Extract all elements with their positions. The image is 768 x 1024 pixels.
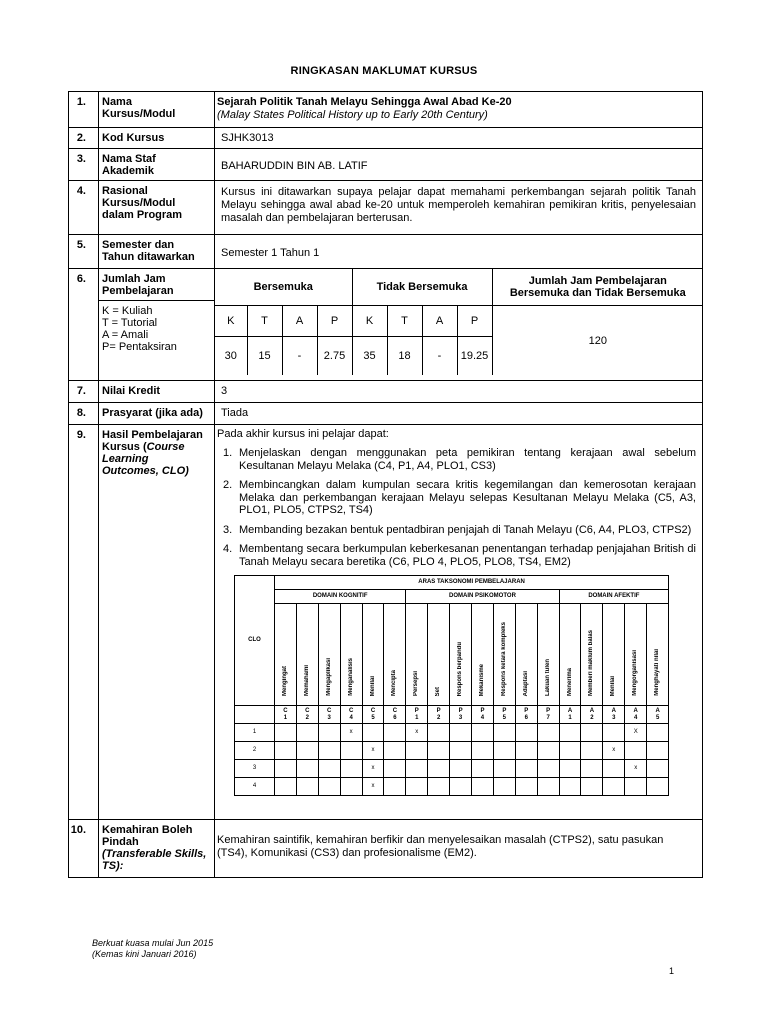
hours-legend: K = Kuliah T = Tutorial A = Amali P= Pentaksiran xyxy=(102,305,177,353)
taxonomy-mark xyxy=(559,724,581,742)
head-tidak-bersemuka: Tidak Bersemuka xyxy=(352,269,492,306)
taxonomy-mark xyxy=(472,742,494,760)
taxonomy-mark xyxy=(537,778,559,796)
taxonomy-mark xyxy=(515,724,537,742)
taxonomy-level: Lakuan tulen xyxy=(537,604,559,706)
taxonomy-code: C 1 xyxy=(275,706,297,724)
taxonomy-mark xyxy=(493,778,515,796)
taxonomy-level: Memahami xyxy=(296,604,318,706)
head-bersemuka: Bersemuka xyxy=(215,269,352,306)
taxonomy-code: P 7 xyxy=(537,706,559,724)
taxonomy-level: Persepsi xyxy=(406,604,428,706)
course-name-malay: Sejarah Politik Tanah Melayu Sehingga Awal Abad Ke-20 xyxy=(217,96,512,108)
taxonomy-code: A 4 xyxy=(625,706,647,724)
taxonomy-mark xyxy=(296,742,318,760)
taxonomy-mark: X xyxy=(625,724,647,742)
taxonomy-mark xyxy=(318,742,340,760)
taxonomy-table xyxy=(234,575,669,796)
row-credit: 7. Nilai Kredit 3 xyxy=(69,381,703,403)
taxonomy-mark xyxy=(384,778,406,796)
taxonomy-code: P 3 xyxy=(450,706,472,724)
row-transferable-skills: 10. Kemahiran Boleh Pindah (Transferable Skills, TS): Kemahiran saintifik, kemahiran berfikir dan menyelesaikan masalah (CTPS2), satu pasukan (TS4), Komunikasi (CS3) dan profesionalisme (EM2). xyxy=(69,820,703,878)
taxonomy-mark xyxy=(296,724,318,742)
taxonomy-mark xyxy=(384,760,406,778)
taxonomy-code: C 5 xyxy=(362,706,384,724)
taxonomy-level: Set xyxy=(428,604,450,706)
domain-cognitive: DOMAIN KOGNITIF xyxy=(275,590,406,604)
row-learning-outcomes: 9. Hasil Pembelajaran Kursus (Course Learning Outcomes, CLO) Pada akhir kursus ini pelajar dapat: 1. Menjelaskan dengan menggunakan peta pemikiran tentang kerajaan awal sebelum Kesultanan Melayu Melaka (C4, P1, A4, PLO1, CS3) 2. Membincangkan dalam kumpulan secara kritis kegemilangan dan kemerosotan kerajaan Melaka dan perkembangan kerajaan Melayu selepas Kesultanan Melayu Melaka (C5, A3, PLO1, PLO5, CTPS2, TS4) 3. Membanding bezakan bentuk pentadbiran penjajah di Tanah Melayu (C6, A4, PLO3, CTPS2) 4. Membentang secara berkumpulan keberkesanan penentangan terhadap penjajahan British di Tanah Melayu secara beretika (C6, PLO 4, PLO5, PLO8, TS4, EM2) CLO ARAS TAKSONOMI PEMBELAJARAN DOMAIN KOGNITIF DOMAIN PSIKOMOTOR DOMAIN AFEKTIF Mengingat Memahami Mengaplikasi Menganalisis Menilai Mencipta Persepsi Set Respons berpandu Mekanisme Respons ketara kompleks Adaptasi Lakuan tulen Menerima Memberi maklum balas Menilai Mengorganisasi Menghayati nilai C 1 C 2 C 3 C 4 C 5 C 6 P 1 P 2 P 3 P 4 P 5 P 6 P 7 A 1 A 2 A 3 A 4 A 5 1 x x X 2 x x 3 x x 4 x xyxy=(69,425,703,820)
taxonomy-mark xyxy=(275,760,297,778)
taxonomy-level: Respons berpandu xyxy=(450,604,472,706)
taxonomy-mark xyxy=(647,778,669,796)
academic-staff-value: BAHARUDDIN BIN AB. LATIF xyxy=(215,149,703,181)
taxonomy-mark xyxy=(603,724,625,742)
taxonomy-mark xyxy=(340,778,362,796)
taxonomy-level: Mengaplikasi xyxy=(318,604,340,706)
taxonomy-level: Menganalisis xyxy=(340,604,362,706)
taxonomy-mark xyxy=(581,742,603,760)
taxonomy-code: A 3 xyxy=(603,706,625,724)
row-course-name xyxy=(69,92,703,128)
clo-item: 2. Membincangkan dalam kumpulan secara kritis kegemilangan dan kemerosotan kerajaan Melaka dan perkembangan kerajaan Melayu selepas Kesultanan Melayu Melaka (C5, A3, PLO1, PLO5, CTPS2, TS4) xyxy=(223,479,696,516)
clo-row xyxy=(235,778,669,796)
learning-hours-table: Bersemuka Tidak Bersemuka Jumlah Jam Pembelajaran Bersemuka dan Tidak Bersemuka K T A P K T A P 120 30 15 - 2.75 35 18 - 19.25 xyxy=(215,269,703,375)
clo-row xyxy=(235,742,669,760)
course-code-value: SJHK3013 xyxy=(215,128,703,149)
taxonomy-mark xyxy=(537,742,559,760)
row-number: 1. xyxy=(69,92,99,128)
row-prerequisite: 8. Prasyarat (jika ada) Tiada xyxy=(69,403,703,425)
taxonomy-code: P 5 xyxy=(493,706,515,724)
taxonomy-code: A 1 xyxy=(559,706,581,724)
taxonomy-mark xyxy=(559,778,581,796)
learning-outcomes-value xyxy=(215,425,703,820)
semester-value: Semester 1 Tahun 1 xyxy=(215,235,703,269)
taxonomy-mark xyxy=(296,760,318,778)
taxonomy-code: C 4 xyxy=(340,706,362,724)
taxonomy-mark xyxy=(581,724,603,742)
row-course-code: 2. Kod Kursus SJHK3013 xyxy=(69,128,703,149)
taxonomy-mark xyxy=(647,760,669,778)
taxonomy-mark xyxy=(406,760,428,778)
course-name-english: (Malay States Political History up to Early 20th Century) xyxy=(217,109,488,121)
taxonomy-mark xyxy=(515,778,537,796)
taxonomy-mark xyxy=(428,742,450,760)
clo-item: 3. Membanding bezakan bentuk pentadbiran penjajah di Tanah Melayu (C6, A4, PLO3, CTPS2) xyxy=(223,523,692,536)
rationale-value: Kursus ini ditawarkan supaya pelajar dapat memahami perkembangan sejarah politik Tanah Melayu sehingga awal abad ke-20 untuk memperoleh kemahiran pemikiran kritis, penyelesaian masalah dan pembelajaran berterusan. xyxy=(215,181,703,235)
taxonomy-level: Mencipta xyxy=(384,604,406,706)
taxonomy-mark xyxy=(450,778,472,796)
taxonomy-mark xyxy=(493,724,515,742)
taxonomy-mark xyxy=(428,760,450,778)
page-title: RINGKASAN MAKLUMAT KURSUS xyxy=(290,65,478,77)
taxonomy-mark: x xyxy=(625,760,647,778)
taxonomy-code: C 2 xyxy=(296,706,318,724)
taxonomy-mark xyxy=(603,760,625,778)
taxonomy-code: C 6 xyxy=(384,706,406,724)
taxonomy-mark xyxy=(472,760,494,778)
taxonomy-code: P 6 xyxy=(515,706,537,724)
clo-item: 4. Membentang secara berkumpulan keberkesanan penentangan terhadap penjajahan British di Tanah Melayu secara beretika (C6, PLO 4, PLO5, PLO8, TS4, EM2) xyxy=(223,543,696,568)
taxonomy-mark xyxy=(296,778,318,796)
domain-affective: DOMAIN AFEKTIF xyxy=(559,590,669,604)
taxonomy-mark xyxy=(275,742,297,760)
taxonomy-mark xyxy=(275,778,297,796)
taxonomy-mark xyxy=(428,724,450,742)
taxonomy-mark: x xyxy=(362,760,384,778)
taxonomy-mark xyxy=(537,760,559,778)
taxonomy-level: Mengingat xyxy=(275,604,297,706)
taxonomy-title: ARAS TAKSONOMI PEMBELAJARAN xyxy=(275,576,669,590)
taxonomy-code: P 4 xyxy=(472,706,494,724)
taxonomy-mark: x xyxy=(362,778,384,796)
taxonomy-mark xyxy=(603,778,625,796)
taxonomy-mark xyxy=(450,742,472,760)
taxonomy-mark xyxy=(581,778,603,796)
taxonomy-mark xyxy=(384,742,406,760)
taxonomy-mark xyxy=(493,742,515,760)
taxonomy-mark: x xyxy=(406,724,428,742)
taxonomy-mark xyxy=(581,760,603,778)
taxonomy-mark xyxy=(406,742,428,760)
taxonomy-mark xyxy=(450,760,472,778)
taxonomy-mark xyxy=(515,760,537,778)
clo-number: 1 xyxy=(235,724,275,742)
row-semester: 5. Semester dan Tahun ditawarkan Semester 1 Tahun 1 xyxy=(69,235,703,269)
clo-list xyxy=(223,447,696,568)
taxonomy-mark xyxy=(625,778,647,796)
taxonomy-mark xyxy=(406,778,428,796)
taxonomy-mark xyxy=(559,760,581,778)
taxonomy-mark xyxy=(318,760,340,778)
taxonomy-mark: x xyxy=(603,742,625,760)
taxonomy-mark xyxy=(472,778,494,796)
taxonomy-level: Mengorganisasi xyxy=(625,604,647,706)
course-info-table xyxy=(68,91,703,878)
taxonomy-mark xyxy=(472,724,494,742)
taxonomy-code: C 3 xyxy=(318,706,340,724)
credit-value: 3 xyxy=(215,381,703,403)
taxonomy-mark xyxy=(340,760,362,778)
taxonomy-mark: x xyxy=(362,742,384,760)
taxonomy-mark xyxy=(318,778,340,796)
taxonomy-code: A 5 xyxy=(647,706,669,724)
transferable-skills-value: Kemahiran saintifik, kemahiran berfikir dan menyelesaikan masalah (CTPS2), satu pasukan (TS4), Komunikasi (CS3) dan profesionalisme (EM2). xyxy=(215,820,703,878)
taxonomy-mark xyxy=(340,742,362,760)
domain-psychomotor: DOMAIN PSIKOMOTOR xyxy=(406,590,559,604)
taxonomy-mark xyxy=(450,724,472,742)
head-jumlah: Jumlah Jam Pembelajaran Bersemuka dan Tidak Bersemuka xyxy=(492,269,703,306)
prerequisite-value: Tiada xyxy=(215,403,703,425)
course-name-value xyxy=(215,92,703,128)
taxonomy-level: Menerima xyxy=(559,604,581,706)
taxonomy-mark xyxy=(647,742,669,760)
clo-row xyxy=(235,724,669,742)
row-label: Nama Kursus/Modul xyxy=(99,92,215,128)
page-number: 1 xyxy=(669,966,675,976)
taxonomy-mark xyxy=(384,724,406,742)
taxonomy-level: Respons ketara kompleks xyxy=(493,604,515,706)
clo-number: 4 xyxy=(235,778,275,796)
taxonomy-mark xyxy=(625,742,647,760)
taxonomy-level: Mekanisme xyxy=(472,604,494,706)
taxonomy-level: Menilai xyxy=(603,604,625,706)
clo-item: 1. Menjelaskan dengan menggunakan peta pemikiran tentang kerajaan awal sebelum Kesultanan Melayu Melaka (C4, P1, A4, PLO1, CS3) xyxy=(223,447,696,472)
footer-note: Berkuat kuasa mulai Jun 2015 (Kemas kini Januari 2016) xyxy=(92,938,214,959)
clo-number: 2 xyxy=(235,742,275,760)
clo-number: 3 xyxy=(235,760,275,778)
taxonomy-level: Adaptasi xyxy=(515,604,537,706)
clo-intro: Pada akhir kursus ini pelajar dapat: xyxy=(217,428,389,440)
row-academic-staff: 3. Nama Staf Akademik BAHARUDDIN BIN AB. LATIF xyxy=(69,149,703,181)
taxonomy-mark xyxy=(647,724,669,742)
row-learning-hours: 6. Jumlah Jam Pembelajaran K = Kuliah T = Tutorial A = Amali P= Pentaksiran Bersemuka Tidak Bersemuka Jumlah Jam Pembelajaran Bersemuka dan Tidak Bersemuka K T A P K T A P 120 30 15 - 2.75 35 18 - 19.25 xyxy=(69,269,703,381)
taxonomy-mark xyxy=(515,742,537,760)
row-rationale: 4. Rasional Kursus/Modul dalam Program Kursus ini ditawarkan supaya pelajar dapat memahami perkembangan sejarah politik Tanah Melayu sehingga awal abad ke-20 untuk memperoleh kemahiran pemikiran kritis, penyelesaian masalah dan pembelajaran berterusan. xyxy=(69,181,703,235)
clo-row xyxy=(235,760,669,778)
taxonomy-mark xyxy=(275,724,297,742)
taxonomy-code: P 1 xyxy=(406,706,428,724)
taxonomy-mark: x xyxy=(340,724,362,742)
total-hours: 120 xyxy=(492,306,703,376)
taxonomy-mark xyxy=(318,724,340,742)
taxonomy-mark xyxy=(428,778,450,796)
taxonomy-mark xyxy=(559,742,581,760)
taxonomy-level: Memberi maklum balas xyxy=(581,604,603,706)
clo-header: CLO xyxy=(235,576,275,706)
taxonomy-code: P 2 xyxy=(428,706,450,724)
taxonomy-mark xyxy=(493,760,515,778)
taxonomy-mark xyxy=(362,724,384,742)
taxonomy-code: A 2 xyxy=(581,706,603,724)
taxonomy-level: Menghayati nilai xyxy=(647,604,669,706)
taxonomy-mark xyxy=(537,724,559,742)
taxonomy-level: Menilai xyxy=(362,604,384,706)
